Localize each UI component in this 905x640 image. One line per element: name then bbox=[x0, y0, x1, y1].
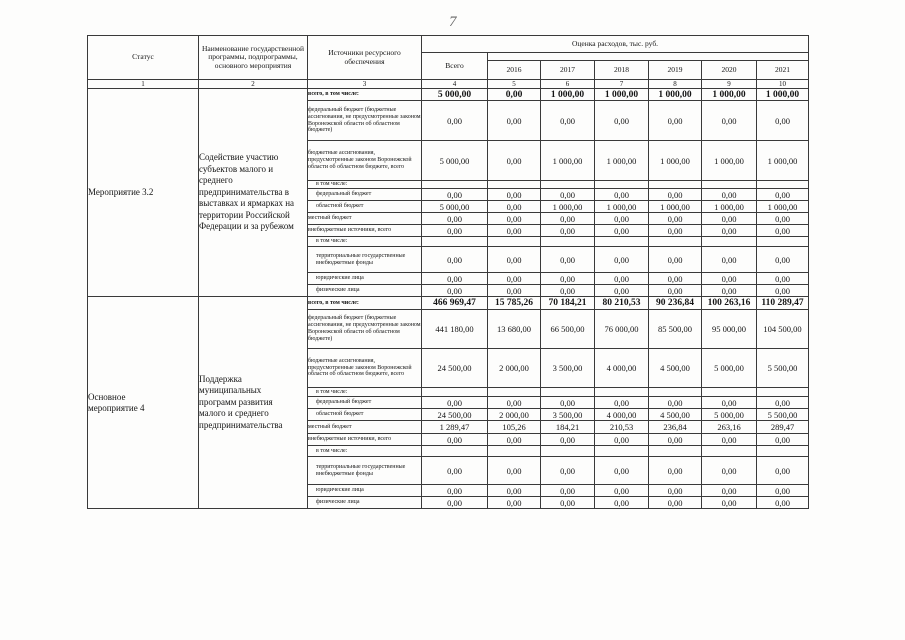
value-total: 0,00 bbox=[422, 497, 488, 509]
value-2016: 0,00 bbox=[488, 189, 541, 201]
section-2 bbox=[88, 297, 809, 509]
value-2020: 0,00 bbox=[702, 189, 757, 201]
header-year-2019: 2019 bbox=[649, 61, 702, 80]
value-2021 bbox=[757, 388, 809, 397]
value-2016 bbox=[488, 388, 541, 397]
value-2018: 0,00 bbox=[595, 397, 649, 409]
value-2020: 95 000,00 bbox=[702, 310, 757, 349]
value-total: 0,00 bbox=[422, 213, 488, 225]
value-total: 0,00 bbox=[422, 485, 488, 497]
value-2019: 0,00 bbox=[649, 285, 702, 297]
value-2016: 2 000,00 bbox=[488, 409, 541, 421]
funding-source-cell: федеральный бюджет (бюджетные ассигнования, не предусмотренные законом Воронежской области об областном бюджете) bbox=[308, 101, 422, 141]
value-2017: 1 000,00 bbox=[541, 141, 595, 181]
value-2017 bbox=[541, 446, 595, 457]
value-2017: 0,00 bbox=[541, 285, 595, 297]
value-total: 0,00 bbox=[422, 189, 488, 201]
funding-source-cell: федеральный бюджет bbox=[308, 397, 422, 409]
value-2021: 0,00 bbox=[757, 497, 809, 509]
value-2018: 80 210,53 bbox=[595, 297, 649, 310]
value-2018: 1 000,00 bbox=[595, 89, 649, 101]
value-2020: 0,00 bbox=[702, 213, 757, 225]
value-2016 bbox=[488, 446, 541, 457]
funding-source-cell: бюджетные ассигнования, предусмотренные законом Воронежской области об областном бюджете, всего bbox=[308, 141, 422, 181]
value-2018: 0,00 bbox=[595, 497, 649, 509]
funding-source-cell: местный бюджет bbox=[308, 213, 422, 225]
value-total bbox=[422, 446, 488, 457]
value-2016: 15 785,26 bbox=[488, 297, 541, 310]
value-2016: 0,00 bbox=[488, 213, 541, 225]
funding-source-cell: физические лица bbox=[308, 497, 422, 509]
funding-source-cell: федеральный бюджет (бюджетные ассигнования, не предусмотренные законом Воронежской области об областном бюджете) bbox=[308, 310, 422, 349]
value-2020 bbox=[702, 388, 757, 397]
value-2017: 3 500,00 bbox=[541, 349, 595, 388]
program-name-cell bbox=[199, 297, 308, 509]
funding-source-cell: юридические лица bbox=[308, 485, 422, 497]
value-total: 0,00 bbox=[422, 397, 488, 409]
value-2020 bbox=[702, 237, 757, 247]
header-expense-estimate: Оценка расходов, тыс. руб. bbox=[422, 36, 809, 53]
funding-source-cell: федеральный бюджет bbox=[308, 189, 422, 201]
value-2016 bbox=[488, 237, 541, 247]
value-2016: 0,00 bbox=[488, 497, 541, 509]
column-number: 7 bbox=[595, 80, 649, 89]
header-program-name: Наименование государственной программы, подпрограммы, основного мероприятия bbox=[199, 36, 308, 80]
value-2017: 0,00 bbox=[541, 247, 595, 273]
header-year-2018: 2018 bbox=[595, 61, 649, 80]
value-2021: 0,00 bbox=[757, 285, 809, 297]
value-2021: 0,00 bbox=[757, 213, 809, 225]
value-2016: 105,26 bbox=[488, 421, 541, 434]
funding-source-cell: территориальные государственные внебюджетные фонды bbox=[308, 457, 422, 485]
value-2020 bbox=[702, 181, 757, 189]
funding-source-cell: в том числе: bbox=[308, 446, 422, 457]
value-2018 bbox=[595, 446, 649, 457]
value-2016: 0,00 bbox=[488, 397, 541, 409]
value-2021 bbox=[757, 446, 809, 457]
value-2019: 90 236,84 bbox=[649, 297, 702, 310]
value-2016: 0,00 bbox=[488, 273, 541, 285]
value-2020: 0,00 bbox=[702, 101, 757, 141]
value-2021: 0,00 bbox=[757, 273, 809, 285]
value-2020: 0,00 bbox=[702, 434, 757, 446]
value-2020: 0,00 bbox=[702, 285, 757, 297]
value-2020: 0,00 bbox=[702, 497, 757, 509]
value-2020: 1 000,00 bbox=[702, 201, 757, 213]
value-2017: 0,00 bbox=[541, 457, 595, 485]
budget-table bbox=[87, 35, 809, 509]
value-2016: 0,00 bbox=[488, 141, 541, 181]
value-2017 bbox=[541, 237, 595, 247]
value-2017: 1 000,00 bbox=[541, 201, 595, 213]
value-2018: 1 000,00 bbox=[595, 141, 649, 181]
value-2021: 0,00 bbox=[757, 434, 809, 446]
value-2018: 0,00 bbox=[595, 225, 649, 237]
value-2021: 0,00 bbox=[757, 189, 809, 201]
value-total: 5 000,00 bbox=[422, 141, 488, 181]
funding-source-cell: бюджетные ассигнования, предусмотренные законом Воронежской области об областном бюджете, всего bbox=[308, 349, 422, 388]
funding-source-cell: всего, в том числе: bbox=[308, 297, 422, 310]
value-2018: 0,00 bbox=[595, 434, 649, 446]
program-name-text: Содействие участию субъектов малого и среднего предпринимательства в выставках и ярмарках на территории Российской Федерации и за рубежом bbox=[199, 152, 295, 232]
value-2018: 0,00 bbox=[595, 189, 649, 201]
value-2020: 0,00 bbox=[702, 457, 757, 485]
value-2016: 0,00 bbox=[488, 485, 541, 497]
value-2021: 0,00 bbox=[757, 457, 809, 485]
value-2018: 0,00 bbox=[595, 485, 649, 497]
value-total: 0,00 bbox=[422, 273, 488, 285]
value-total bbox=[422, 237, 488, 247]
header-status: Статус bbox=[88, 36, 199, 80]
value-2020: 263,16 bbox=[702, 421, 757, 434]
funding-source-cell: территориальные государственные внебюджетные фонды bbox=[308, 247, 422, 273]
value-2016: 0,00 bbox=[488, 285, 541, 297]
value-2020: 5 000,00 bbox=[702, 349, 757, 388]
value-2021 bbox=[757, 181, 809, 189]
status-text: Мероприятие 3.2 bbox=[88, 187, 154, 197]
value-2021: 104 500,00 bbox=[757, 310, 809, 349]
header-year-2016: 2016 bbox=[488, 61, 541, 80]
value-2019: 0,00 bbox=[649, 397, 702, 409]
funding-source-cell: физические лица bbox=[308, 285, 422, 297]
value-2018: 210,53 bbox=[595, 421, 649, 434]
value-2018: 0,00 bbox=[595, 247, 649, 273]
header-year-2021: 2021 bbox=[757, 61, 809, 80]
funding-source-cell: всего, в том числе: bbox=[308, 89, 422, 101]
value-total bbox=[422, 388, 488, 397]
value-2017: 0,00 bbox=[541, 397, 595, 409]
value-total: 466 969,47 bbox=[422, 297, 488, 310]
value-2019: 1 000,00 bbox=[649, 201, 702, 213]
value-2016: 0,00 bbox=[488, 457, 541, 485]
value-2018: 76 000,00 bbox=[595, 310, 649, 349]
value-2018: 0,00 bbox=[595, 101, 649, 141]
value-2016: 0,00 bbox=[488, 201, 541, 213]
value-2017: 0,00 bbox=[541, 213, 595, 225]
value-2016: 0,00 bbox=[488, 101, 541, 141]
value-2019: 0,00 bbox=[649, 273, 702, 285]
value-2017: 0,00 bbox=[541, 434, 595, 446]
value-2018: 0,00 bbox=[595, 273, 649, 285]
value-2021: 0,00 bbox=[757, 397, 809, 409]
value-2021: 0,00 bbox=[757, 225, 809, 237]
value-2017: 0,00 bbox=[541, 273, 595, 285]
value-2019: 0,00 bbox=[649, 101, 702, 141]
value-2021: 1 000,00 bbox=[757, 201, 809, 213]
value-2019 bbox=[649, 237, 702, 247]
value-2017: 66 500,00 bbox=[541, 310, 595, 349]
funding-source-cell: областной бюджет bbox=[308, 201, 422, 213]
value-2018: 0,00 bbox=[595, 457, 649, 485]
value-2018: 1 000,00 bbox=[595, 201, 649, 213]
value-2019: 0,00 bbox=[649, 485, 702, 497]
value-2017 bbox=[541, 388, 595, 397]
value-2017: 0,00 bbox=[541, 497, 595, 509]
value-2021: 0,00 bbox=[757, 485, 809, 497]
section-total-row bbox=[88, 89, 809, 101]
value-2016: 13 680,00 bbox=[488, 310, 541, 349]
value-2020: 1 000,00 bbox=[702, 89, 757, 101]
value-2021: 1 000,00 bbox=[757, 141, 809, 181]
value-2017: 0,00 bbox=[541, 101, 595, 141]
program-name-text: Поддержка муниципальных программ развития малого и среднего предпринимательства bbox=[199, 373, 283, 430]
value-2020: 0,00 bbox=[702, 247, 757, 273]
header-years-group bbox=[488, 53, 809, 61]
value-2017: 184,21 bbox=[541, 421, 595, 434]
header-year-2020: 2020 bbox=[702, 61, 757, 80]
value-2020: 0,00 bbox=[702, 273, 757, 285]
value-total: 0,00 bbox=[422, 457, 488, 485]
column-number: 6 bbox=[541, 80, 595, 89]
value-2020: 100 263,16 bbox=[702, 297, 757, 310]
value-2017 bbox=[541, 181, 595, 189]
value-2018: 0,00 bbox=[595, 213, 649, 225]
value-2018 bbox=[595, 388, 649, 397]
value-2019: 0,00 bbox=[649, 434, 702, 446]
funding-source-cell: юридические лица bbox=[308, 273, 422, 285]
value-total: 1 289,47 bbox=[422, 421, 488, 434]
column-number: 3 bbox=[308, 80, 422, 89]
value-2018 bbox=[595, 181, 649, 189]
value-2020: 0,00 bbox=[702, 485, 757, 497]
header-total: Всего bbox=[422, 53, 488, 80]
value-2018: 0,00 bbox=[595, 285, 649, 297]
value-total: 441 180,00 bbox=[422, 310, 488, 349]
status-cell bbox=[88, 89, 199, 297]
value-total bbox=[422, 181, 488, 189]
value-2020: 5 000,00 bbox=[702, 409, 757, 421]
column-number: 1 bbox=[88, 80, 199, 89]
value-2019 bbox=[649, 446, 702, 457]
header-sources: Источники ресурсного обеспечения bbox=[308, 36, 422, 80]
column-number: 10 bbox=[757, 80, 809, 89]
value-2020: 1 000,00 bbox=[702, 141, 757, 181]
value-2019: 0,00 bbox=[649, 247, 702, 273]
value-2021: 0,00 bbox=[757, 101, 809, 141]
value-total: 0,00 bbox=[422, 225, 488, 237]
funding-source-cell: областной бюджет bbox=[308, 409, 422, 421]
value-2017: 1 000,00 bbox=[541, 89, 595, 101]
status-text: Основное мероприятие 4 bbox=[88, 391, 145, 413]
value-2021: 0,00 bbox=[757, 247, 809, 273]
column-number: 8 bbox=[649, 80, 702, 89]
value-2016: 0,00 bbox=[488, 89, 541, 101]
value-2021: 5 500,00 bbox=[757, 349, 809, 388]
funding-source-cell: в том числе: bbox=[308, 388, 422, 397]
value-total: 0,00 bbox=[422, 285, 488, 297]
value-2021: 110 289,47 bbox=[757, 297, 809, 310]
value-2021: 5 500,00 bbox=[757, 409, 809, 421]
value-2019: 85 500,00 bbox=[649, 310, 702, 349]
program-name-cell bbox=[199, 89, 308, 297]
value-2019: 4 500,00 bbox=[649, 349, 702, 388]
value-2019: 0,00 bbox=[649, 225, 702, 237]
value-2019 bbox=[649, 181, 702, 189]
value-2021 bbox=[757, 237, 809, 247]
value-2018: 4 000,00 bbox=[595, 409, 649, 421]
value-2018: 4 000,00 bbox=[595, 349, 649, 388]
value-2019: 236,84 bbox=[649, 421, 702, 434]
value-2016: 0,00 bbox=[488, 434, 541, 446]
value-total: 5 000,00 bbox=[422, 201, 488, 213]
column-number: 9 bbox=[702, 80, 757, 89]
value-2017: 0,00 bbox=[541, 189, 595, 201]
value-2020 bbox=[702, 446, 757, 457]
column-number: 5 bbox=[488, 80, 541, 89]
value-total: 0,00 bbox=[422, 101, 488, 141]
column-number: 4 bbox=[422, 80, 488, 89]
value-2019: 0,00 bbox=[649, 189, 702, 201]
value-total: 24 500,00 bbox=[422, 349, 488, 388]
column-number: 2 bbox=[199, 80, 308, 89]
value-2019: 0,00 bbox=[649, 497, 702, 509]
value-2016: 0,00 bbox=[488, 225, 541, 237]
value-2019: 1 000,00 bbox=[649, 141, 702, 181]
header-year-2017: 2017 bbox=[541, 61, 595, 80]
value-2017: 70 184,21 bbox=[541, 297, 595, 310]
value-2019: 0,00 bbox=[649, 213, 702, 225]
value-2016 bbox=[488, 181, 541, 189]
funding-source-cell: внебюджетные источники, всего bbox=[308, 225, 422, 237]
status-cell bbox=[88, 297, 199, 509]
value-2016: 0,00 bbox=[488, 247, 541, 273]
value-2017: 0,00 bbox=[541, 225, 595, 237]
value-total: 5 000,00 bbox=[422, 89, 488, 101]
funding-source-cell: внебюджетные источники, всего bbox=[308, 434, 422, 446]
value-total: 0,00 bbox=[422, 247, 488, 273]
value-2021: 289,47 bbox=[757, 421, 809, 434]
header-row bbox=[88, 36, 809, 53]
value-2016: 2 000,00 bbox=[488, 349, 541, 388]
funding-source-cell: в том числе: bbox=[308, 181, 422, 189]
value-total: 24 500,00 bbox=[422, 409, 488, 421]
value-2019: 4 500,00 bbox=[649, 409, 702, 421]
section-total-row bbox=[88, 297, 809, 310]
value-2020: 0,00 bbox=[702, 225, 757, 237]
value-total: 0,00 bbox=[422, 434, 488, 446]
column-number-row bbox=[88, 80, 809, 89]
value-2021: 1 000,00 bbox=[757, 89, 809, 101]
value-2017: 0,00 bbox=[541, 485, 595, 497]
value-2019: 0,00 bbox=[649, 457, 702, 485]
value-2018 bbox=[595, 237, 649, 247]
funding-source-cell: в том числе: bbox=[308, 237, 422, 247]
funding-source-cell: местный бюджет bbox=[308, 421, 422, 434]
value-2019: 1 000,00 bbox=[649, 89, 702, 101]
page-number: 7 bbox=[449, 14, 457, 30]
section-1 bbox=[88, 89, 809, 297]
value-2019 bbox=[649, 388, 702, 397]
value-2017: 3 500,00 bbox=[541, 409, 595, 421]
value-2020: 0,00 bbox=[702, 397, 757, 409]
